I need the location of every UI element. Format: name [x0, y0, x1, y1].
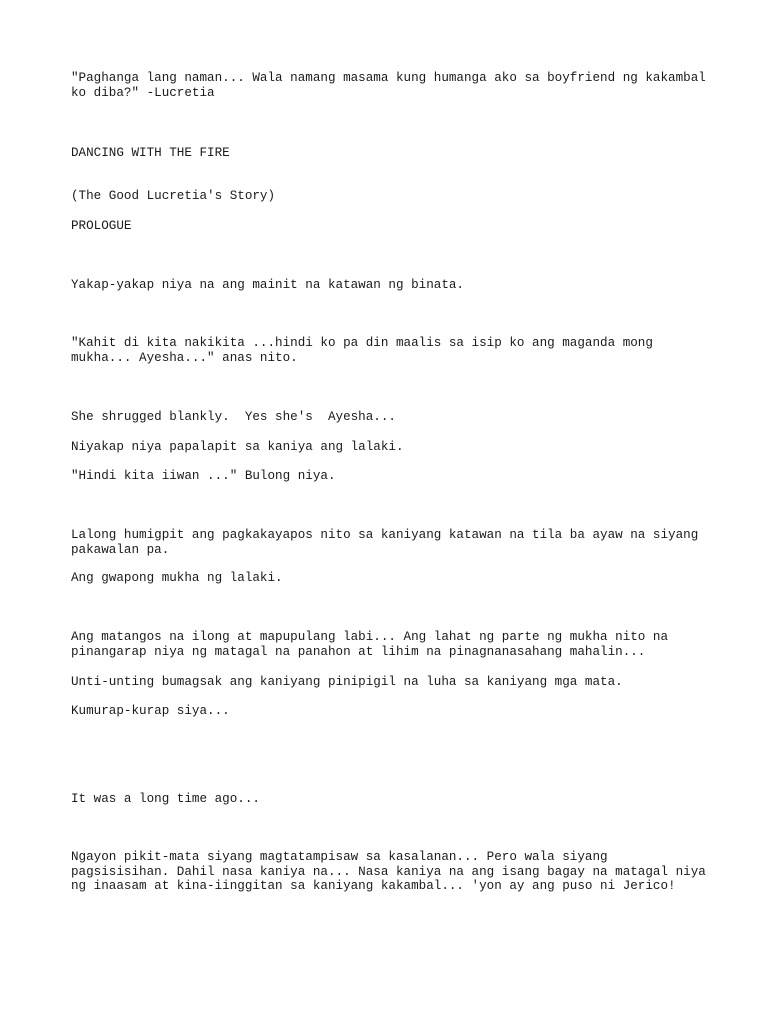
- paragraph: It was a long time ago...: [71, 792, 260, 806]
- paragraph: Ngayon pikit-mata siyang magtatampisaw sa kasalanan... Pero wala siyang pagsisisihan. Dahil nasa kaniya na... Nasa kaniya na ang isang bagay na matagal niya ng inaasam at kina-iinggitan sa kaniyang kakambal... 'yon ay ang puso ni Jerico!: [71, 850, 714, 893]
- paragraph: Ang matangos na ilong at mapupulang labi... Ang lahat ng parte ng mukha nito na pinangarap niya ng matagal na panahon at lihim na pinagnanasahang mahalin...: [71, 630, 676, 659]
- book-title: DANCING WITH THE FIRE: [71, 146, 230, 160]
- paragraph: "Hindi kita iiwan ..." Bulong niya.: [71, 469, 336, 483]
- paragraph: Lalong humigpit ang pagkakayapos nito sa kaniyang katawan na tila ba ayaw na siyang pakawalan pa.: [71, 528, 706, 557]
- paragraph: Kumurap-kurap siya...: [71, 704, 230, 718]
- paragraph: "Kahit di kita nakikita ...hindi ko pa din maalis sa isip ko ang maganda mong mukha... Ayesha..." anas nito.: [71, 336, 661, 365]
- paragraph: Yakap-yakap niya na ang mainit na katawan ng binata.: [71, 278, 464, 292]
- section-heading: PROLOGUE: [71, 219, 132, 233]
- book-subtitle: (The Good Lucretia's Story): [71, 189, 276, 203]
- epigraph-quote: "Paghanga lang naman... Wala namang masama kung humanga ako sa boyfriend ng kakambal ko diba?" -Lucretia: [71, 71, 714, 100]
- paragraph: Niyakap niya papalapit sa kaniya ang lalaki.: [71, 440, 404, 454]
- paragraph: Unti-unting bumagsak ang kaniyang pinipigil na luha sa kaniyang mga mata.: [71, 675, 623, 689]
- paragraph: Ang gwapong mukha ng lalaki.: [71, 571, 283, 585]
- paragraph: She shrugged blankly. Yes she's Ayesha...: [71, 410, 396, 424]
